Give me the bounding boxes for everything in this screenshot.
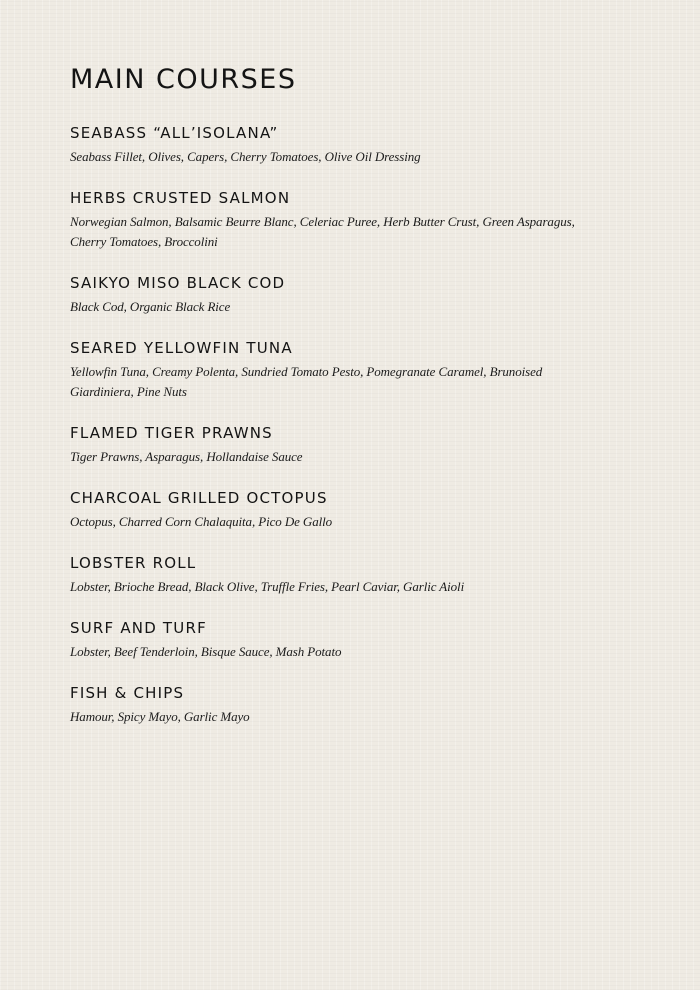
- menu-item-name: SEABASS “ALL’ISOLANA”: [70, 124, 279, 142]
- menu-item: [70, 124, 660, 167]
- menu-item-name: SEARED YELLOWFIN TUNA: [70, 339, 293, 357]
- menu-item-name: HERBS CRUSTED SALMON: [70, 189, 291, 207]
- menu-item-description: Seabass Fillet, Olives, Capers, Cherry Tomatoes, Olive Oil Dressing: [70, 149, 421, 164]
- menu-item-description: Hamour, Spicy Mayo, Garlic Mayo: [70, 709, 250, 724]
- menu-item-description: Yellowfin Tuna, Creamy Polenta, Sundried Tomato Pesto, Pomegranate Caramel, Brunoised Giardiniera, Pine Nuts: [70, 364, 543, 399]
- menu-item-description: Tiger Prawns, Asparagus, Hollandaise Sauce: [70, 449, 303, 464]
- menu-item: [70, 339, 660, 402]
- menu-item-description: Black Cod, Organic Black Rice: [70, 299, 231, 314]
- menu-item: [70, 189, 660, 252]
- menu-item-description: Octopus, Charred Corn Chalaquita, Pico De Gallo: [70, 514, 333, 529]
- menu-item: [70, 684, 660, 727]
- menu-item-description: Lobster, Brioche Bread, Black Olive, Truffle Fries, Pearl Caviar, Garlic Aioli: [70, 579, 465, 594]
- page-title: MAIN COURSES: [70, 64, 297, 95]
- menu-item: [70, 489, 660, 532]
- menu-item-name: LOBSTER ROLL: [70, 554, 197, 572]
- menu-item-name: CHARCOAL GRILLED OCTOPUS: [70, 489, 328, 507]
- menu-item-description: Norwegian Salmon, Balsamic Beurre Blanc, Celeriac Puree, Herb Butter Crust, Green Asparagus, Cherry Tomatoes, Broccolini: [70, 214, 575, 249]
- menu-item-list: [70, 124, 660, 727]
- menu-item-name: FISH & CHIPS: [70, 684, 185, 702]
- menu-item: [70, 424, 660, 467]
- menu-item-name: SURF AND TURF: [70, 619, 207, 637]
- menu-item: [70, 554, 660, 597]
- menu-item-description: Lobster, Beef Tenderloin, Bisque Sauce, Mash Potato: [70, 644, 342, 659]
- menu-item-name: SAIKYO MISO BLACK COD: [70, 274, 286, 292]
- menu-item-name: FLAMED TIGER PRAWNS: [70, 424, 273, 442]
- menu-item: [70, 274, 660, 317]
- menu-item: [70, 619, 660, 662]
